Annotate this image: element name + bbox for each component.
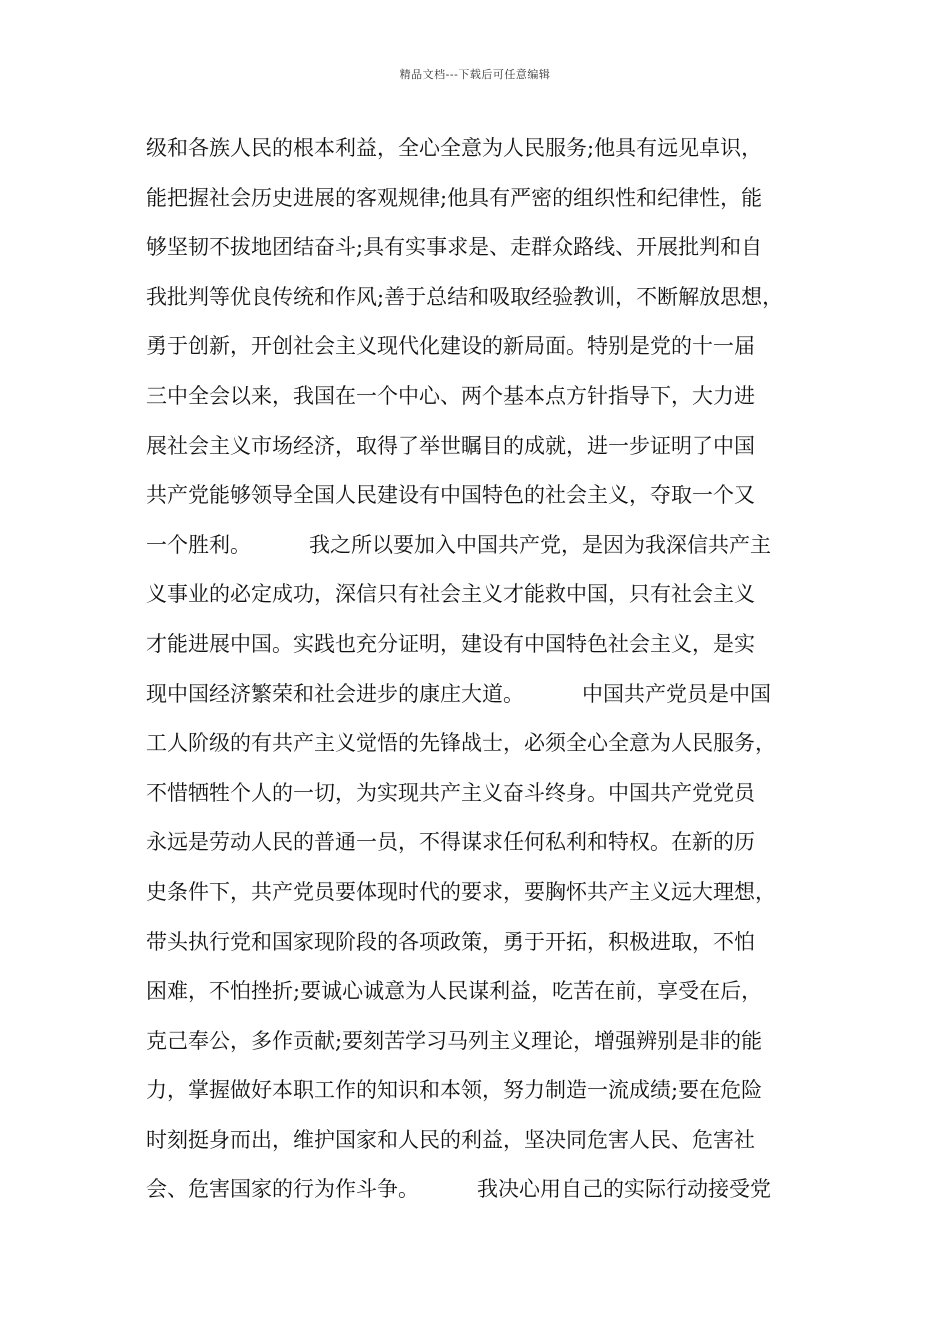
text-segment: 展社会主义市场经济，取得了举世瞩目的成就，进一步证明了中国: [146, 433, 755, 458]
text-line: [146, 872, 826, 922]
text-segment: 永远是劳动人民的普通一员，不得谋求任何私利和特权。在新的历: [146, 830, 755, 855]
text-segment: 我决心用自己的实际行动接受党: [477, 1177, 771, 1202]
text-line: [146, 1021, 826, 1071]
text-segment: 会、危害国家的行为作斗争。: [146, 1177, 419, 1202]
text-line: [146, 1070, 826, 1120]
text-segment: 我之所以要加入中国共产党，是因为我深信共产主: [309, 532, 771, 557]
text-line: [146, 822, 826, 872]
text-line: [146, 227, 826, 277]
text-line: [146, 922, 826, 972]
text-segment: 共产党能够领导全国人民建设有中国特色的社会主义，夺取一个又: [146, 483, 755, 508]
text-line: [146, 525, 826, 575]
text-segment: 力，掌握做好本职工作的知识和本领，努力制造一流成绩;要在危险: [146, 1078, 763, 1103]
text-segment: 够坚韧不拔地团结奋斗;具有实事求是、走群众路线、开展批判和自: [146, 235, 763, 260]
text-line: [146, 376, 826, 426]
text-line: [146, 326, 826, 376]
text-segment: 才能进展中国。实践也充分证明，建设有中国特色社会主义，是实: [146, 631, 755, 656]
text-line: [146, 971, 826, 1021]
text-line: [146, 178, 826, 228]
text-segment: 史条件下，共产党员要体现时代的要求，要胸怀共产主义远大理想，: [146, 879, 776, 904]
text-segment: 我批判等优良传统和作风;善于总结和吸取经验教训，不断解放思想，: [146, 284, 784, 309]
body-text: [146, 128, 826, 1219]
text-segment: 三中全会以来，我国在一个中心、两个基本点方针指导下，大力进: [146, 383, 755, 408]
text-line: [146, 674, 826, 724]
text-segment: 义事业的必定成功，深信只有社会主义才能救中国，只有社会主义: [146, 582, 755, 607]
text-segment: 能把握社会历史进展的客观规律;他具有严密的组织性和纪律性，能: [146, 185, 763, 210]
text-line: [146, 426, 826, 476]
text-segment: 工人阶级的有共产主义觉悟的先锋战士，必须全心全意为人民服务，: [146, 731, 776, 756]
text-line: [146, 723, 826, 773]
text-segment: 级和各族人民的根本利益，全心全意为人民服务;他具有远见卓识，: [146, 136, 763, 160]
text-segment: 时刻挺身而出，维护国家和人民的利益，坚决同危害人民、危害社: [146, 1127, 755, 1152]
text-segment: 勇于创新，开创社会主义现代化建设的新局面。特别是党的十一届: [146, 334, 755, 359]
text-segment: 一个胜利。: [146, 532, 251, 557]
text-segment: 困难，不怕挫折;要诚心诚意为人民谋利益，吃苦在前，享受在后，: [146, 979, 763, 1004]
text-segment: 中国共产党员是中国: [582, 681, 771, 706]
text-segment: 现中国经济繁荣和社会进步的康庄大道。: [146, 681, 524, 706]
text-line: [146, 574, 826, 624]
text-line: [146, 1169, 826, 1219]
text-segment: 带头执行党和国家现阶段的各项政策，勇于开拓，积极进取，不怕: [146, 929, 755, 954]
text-line: [146, 773, 826, 823]
page-header: 精品文档---下载后可任意编辑: [399, 68, 551, 81]
text-line: [146, 475, 826, 525]
text-line: [146, 1120, 826, 1170]
text-segment: 不惜牺牲个人的一切，为实现共产主义奋斗终身。中国共产党党员: [146, 780, 755, 805]
text-segment: 克己奉公，多作贡献;要刻苦学习马列主义理论，增强辨别是非的能: [146, 1028, 763, 1053]
text-line: [146, 128, 826, 178]
text-line: [146, 277, 826, 327]
text-line: [146, 624, 826, 674]
